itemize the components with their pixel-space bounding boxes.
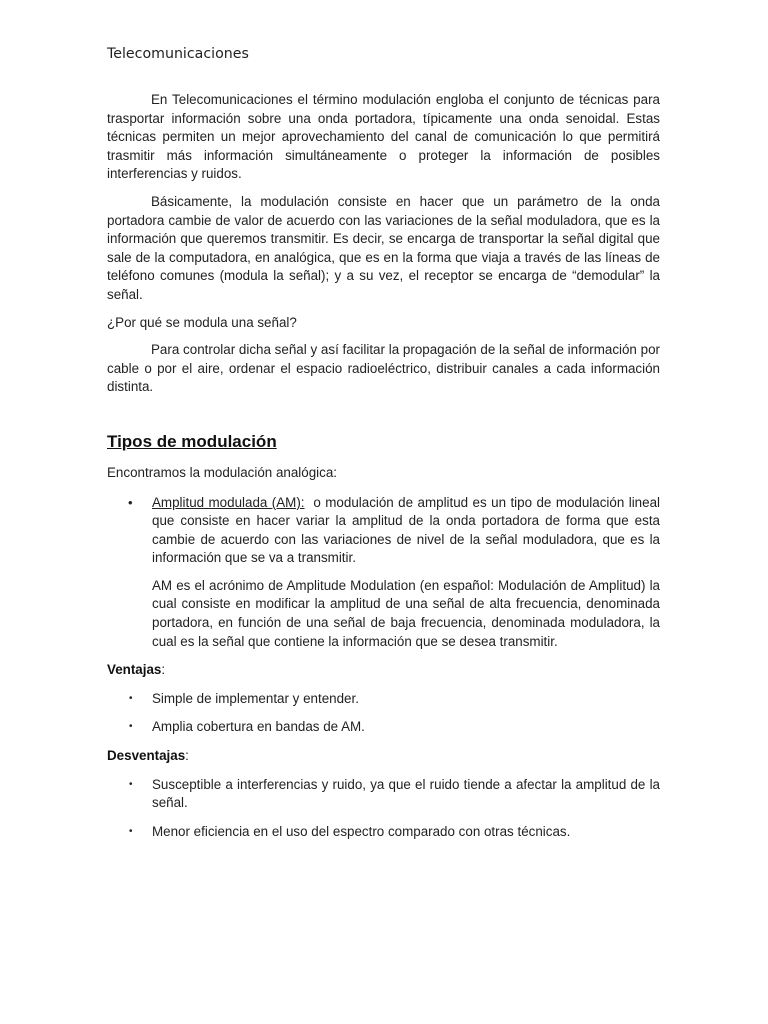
bullet-icon: •	[129, 778, 133, 790]
paragraph-intro: En Telecomunicaciones el término modulación engloba el conjunto de técnicas para trasportar información sobre una onda portadora, típicamente una onda senoidal. Estas técnicas permiten un mejor aprovechamiento del canal de comunicación lo que permitirá trasmitir más información simultáneamente o proteger la información de posibles interferencias y ruidos.	[107, 92, 660, 182]
am-description: o modulación de amplitud es un tipo de modulación lineal que consiste en hacer variar la amplitud de la onda portadora de forma que esta cambie de acuerdo con las variaciones de nivel de la señal moduladora, que es la información que se va a transmitir.	[152, 494, 660, 566]
paragraph-why-modulate: Para controlar dicha señal y así facilitar la propagación de la señal de información por cable o por el aire, ordenar el espacio radioeléctrico, distribuir canales a cada información distinta.	[107, 342, 660, 395]
bullet-icon: •	[128, 494, 133, 510]
list-item-am	[107, 494, 660, 568]
bullet-icon: •	[129, 692, 133, 704]
advantages-label: Ventajas	[107, 662, 162, 678]
section-heading: Tipos de modulación	[107, 431, 277, 451]
section-intro: Encontramos la modulación analógica:	[107, 464, 338, 480]
list-item: • Amplia cobertura en bandas de AM.	[107, 718, 660, 737]
paragraph-modulation-basics: Básicamente, la modulación consiste en hacer que un parámetro de la onda portadora cambie de valor de acuerdo con las variaciones de la señal moduladora, que es la información que queremos transmitir. Es decir, se encarga de transportar la señal digital que sale de la computadora, en analógica, que es en la forma que viaja a través de las líneas de teléfono comunes (modula la señal); y a su vez, el receptor se encarga de “demodular” la señal.	[107, 193, 660, 302]
disadvantages-label: Desventajas	[107, 748, 186, 764]
list-item: • Simple de implementar y entender.	[107, 690, 660, 709]
document-body	[107, 91, 660, 841]
bullet-icon: •	[129, 825, 133, 837]
disadvantages-heading: Desventajas:	[107, 748, 189, 764]
list-item: • Menor eficiencia en el uso del espectro comparado con otras técnicas.	[107, 823, 660, 842]
question-line: ¿Por qué se modula una señal?	[107, 314, 297, 330]
am-detail-paragraph: AM es el acrónimo de Amplitude Modulation (en español: Modulación de Amplitud) la cual consiste en modificar la amplitud de una señal de alta frecuencia, denominada portadora, en función de una señal de baja frecuencia, denominada moduladora, la cual es la señal que contiene la información que se desea transmitir.	[152, 577, 660, 649]
modulation-list	[107, 494, 660, 568]
am-title: Amplitud modulada (AM):	[152, 494, 305, 510]
advantages-heading: Ventajas:	[107, 662, 166, 678]
advantages-list	[107, 690, 660, 737]
document-header: Telecomunicaciones	[107, 46, 249, 62]
list-item: • Susceptible a interferencias y ruido, ya que el ruido tiende a afectar la amplitud de la señal.	[129, 776, 660, 811]
disadvantages-list	[107, 776, 660, 842]
bullet-icon: •	[129, 721, 133, 733]
